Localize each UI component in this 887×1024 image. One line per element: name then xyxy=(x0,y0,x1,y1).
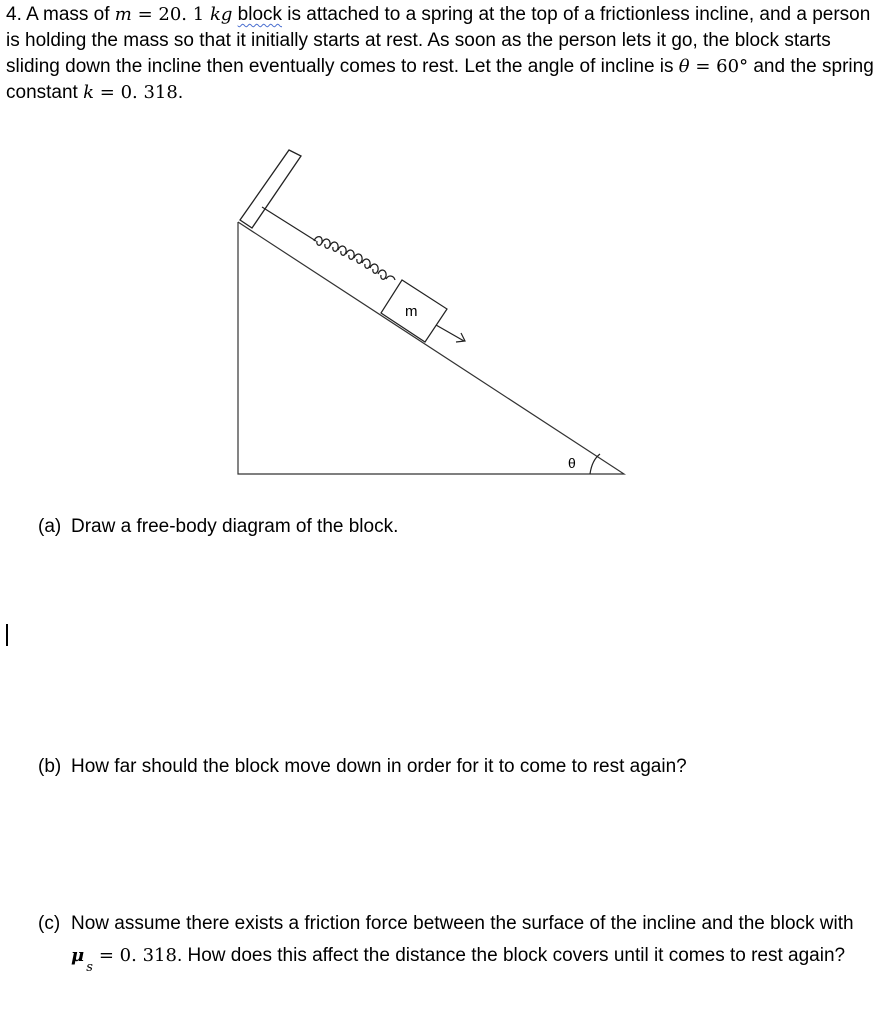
text-cursor xyxy=(6,624,8,646)
part-c-text-2: . How does this affect the distance the block covers until it comes to rest again? xyxy=(176,945,846,966)
part-a xyxy=(38,510,868,544)
mass-unit: kg xyxy=(209,4,233,25)
problem-number: 4. xyxy=(6,4,22,25)
problem-text-2: is attached to a spring at the top of a frictionless incline, and a person is holding the mass so that it initially starts at rest. As soon as the person lets it go, the block starts sliding down the incline then eventually comes to rest. Let the angle of incline is xyxy=(6,4,871,77)
k-value: 0. 318 xyxy=(120,82,178,103)
spring-mount-line xyxy=(262,207,316,241)
equals-sign: = xyxy=(131,4,159,25)
part-b xyxy=(38,750,868,784)
incline-triangle xyxy=(238,222,624,474)
problem-text-3: and the spring constant xyxy=(6,56,874,103)
motion-arrow-line xyxy=(436,325,464,341)
problem-text-4: . xyxy=(177,82,184,103)
part-b-label: (b) xyxy=(38,756,62,777)
mu-value: 0. 318 xyxy=(119,945,177,966)
mu-subscript: s xyxy=(86,960,93,975)
mass-value: 20. 1 xyxy=(158,4,210,25)
k-symbol: k xyxy=(83,82,95,103)
part-b-text: How far should the block move down in order for it to come to rest again? xyxy=(71,756,687,777)
mu-symbol: μ xyxy=(71,945,85,966)
part-c xyxy=(38,908,868,974)
part-c-text xyxy=(71,908,868,974)
part-a-text: Draw a free-body diagram of the block. xyxy=(71,516,399,537)
part-a-label: (a) xyxy=(38,516,62,537)
angle-label: θ xyxy=(568,455,576,471)
problem-text-1: A mass of xyxy=(21,4,115,25)
part-c-text-1: Now assume there exists a friction force between the surface of the incline and the block with xyxy=(71,913,854,934)
incline-diagram xyxy=(0,0,887,500)
mass-symbol: m xyxy=(114,4,132,25)
theta-value: 60° xyxy=(716,56,749,77)
mu-equals: = xyxy=(98,945,120,966)
mass-label: m xyxy=(405,303,418,320)
theta-equals: = xyxy=(689,56,717,77)
k-equals: = xyxy=(94,82,121,103)
spellcheck-word-block[interactable]: block xyxy=(237,4,283,25)
part-c-label: (c) xyxy=(38,913,61,934)
spring xyxy=(314,237,395,280)
wall-post xyxy=(240,150,301,228)
theta-symbol: θ xyxy=(678,56,690,77)
